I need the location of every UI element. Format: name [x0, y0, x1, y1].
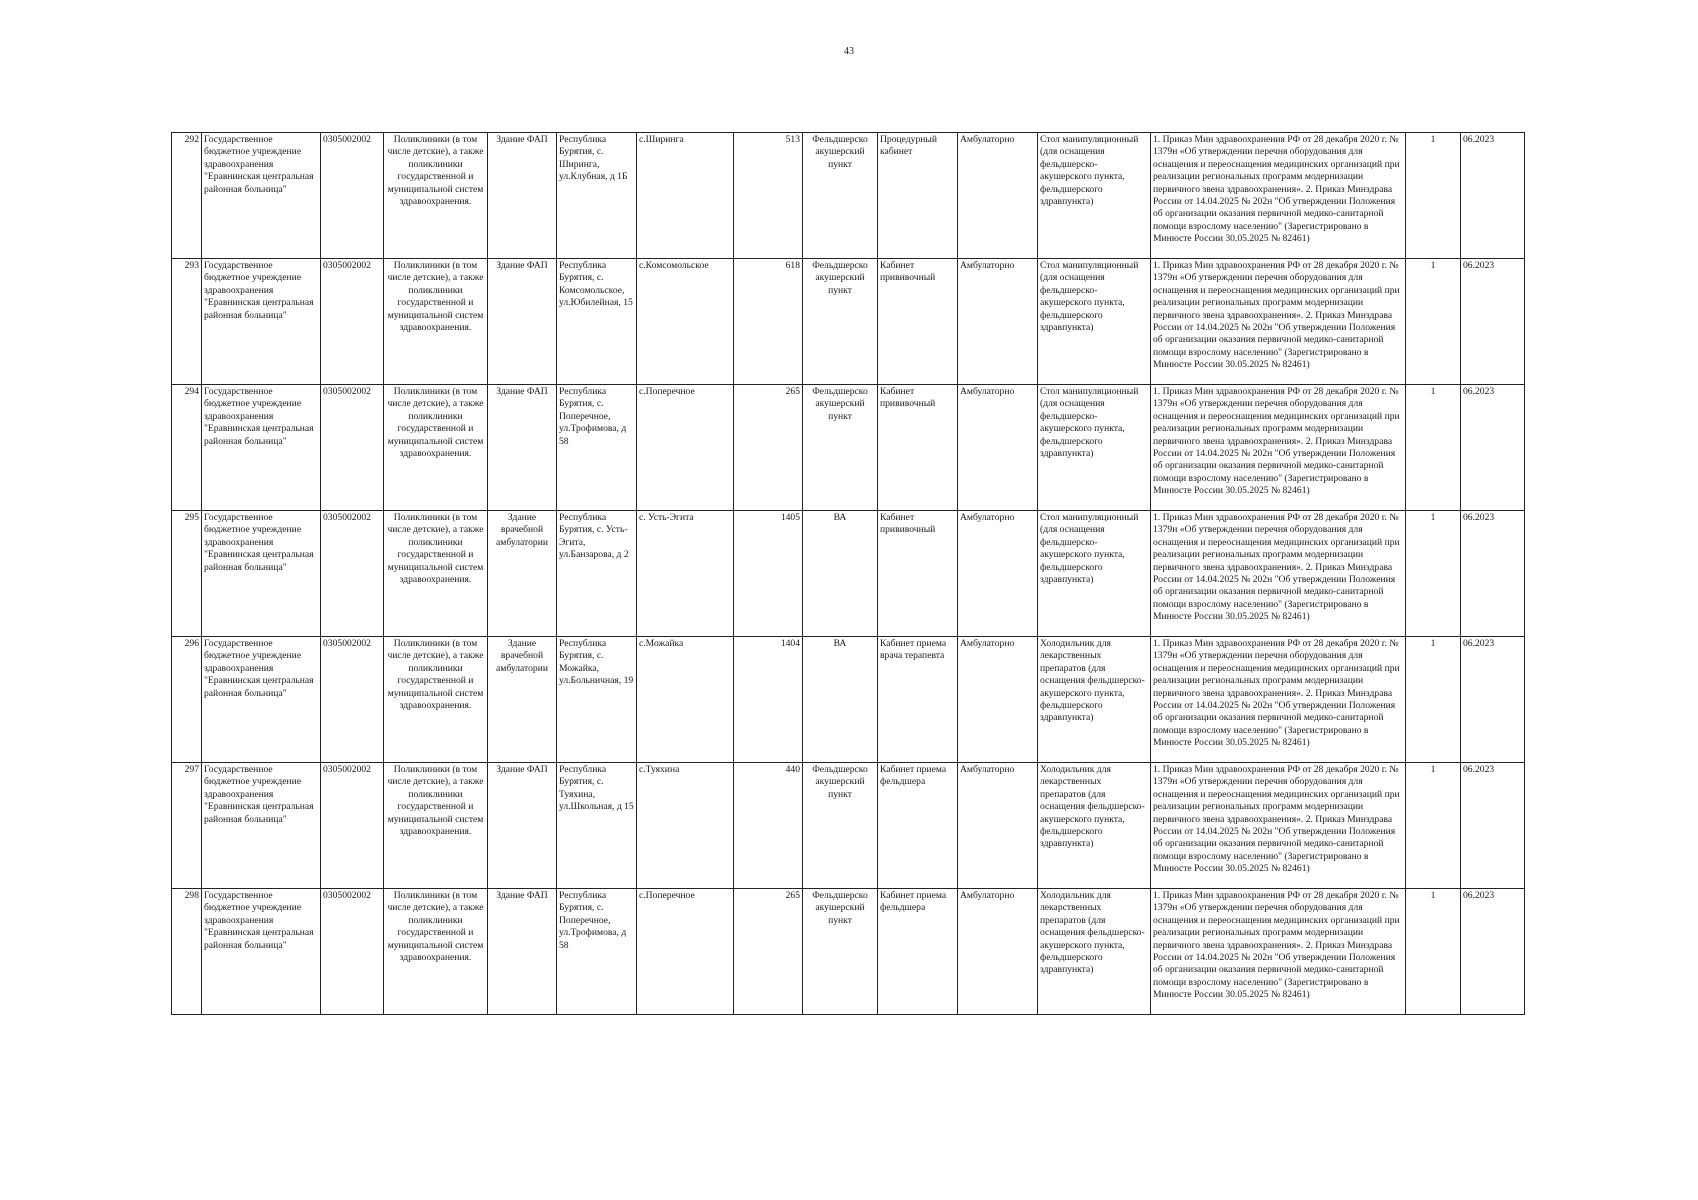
address-cell: Республика Бурятия, с. Поперечное, ул.Трофимова, д 58 [557, 889, 637, 1015]
unit-name-cell: ВА [803, 637, 878, 763]
population-cell: 513 [734, 133, 803, 259]
registry-body [172, 133, 1525, 1015]
table-row [172, 763, 1525, 889]
population-cell: 265 [734, 385, 803, 511]
care-condition-cell: Амбулаторно [958, 259, 1038, 385]
facility-type-cell: Поликлиники (в том числе детские), а также поликлиники государственной и муниципальной систем здравоохранения. [384, 385, 488, 511]
population-cell: 1404 [734, 637, 803, 763]
organization-code-cell: 0305002002 [321, 133, 384, 259]
organization-code-cell: 0305002002 [321, 889, 384, 1015]
delivery-date-cell: 06.2023 [1461, 133, 1525, 259]
table-row [172, 511, 1525, 637]
room-name-cell: Кабинет прививочный [878, 511, 958, 637]
legal-basis-cell: 1. Приказ Мин здравоохранения РФ от 28 декабря 2020 г. № 1379н «Об утверждении перечня оборудования для оснащения и переоснащения медицинских организаций при реализации региональных программ модернизации первичного звена здравоохранения». 2. Приказ Минздрава России от 14.04.2025 № 202н "Об утверждении Положения об организации оказания первичной медико-санитарной помощи взрослому населению" (Зарегистрировано в Минюсте России 30.05.2025 № 82461) [1151, 511, 1406, 637]
address-cell: Республика Бурятия, с. Комсомольское, ул.Юбилейная, 15 [557, 259, 637, 385]
table-row [172, 385, 1525, 511]
building-name-cell: Здание ФАП [488, 889, 557, 1015]
equipment-name-cell: Стол манипуляционный (для оснащения фельдшерско-акушерского пункта, фельдшерского здравпункта) [1038, 259, 1151, 385]
delivery-date-cell: 06.2023 [1461, 763, 1525, 889]
quantity-cell: 1 [1406, 763, 1461, 889]
quantity-cell: 1 [1406, 385, 1461, 511]
quantity-cell: 1 [1406, 259, 1461, 385]
delivery-date-cell: 06.2023 [1461, 637, 1525, 763]
row-number-cell: 298 [172, 889, 202, 1015]
unit-name-cell: Фельдшерско акушерский пункт [803, 133, 878, 259]
legal-basis-cell: 1. Приказ Мин здравоохранения РФ от 28 декабря 2020 г. № 1379н «Об утверждении перечня оборудования для оснащения и переоснащения медицинских организаций при реализации региональных программ модернизации первичного звена здравоохранения». 2. Приказ Минздрава России от 14.04.2025 № 202н "Об утверждении Положения об организации оказания первичной медико-санитарной помощи взрослому населению" (Зарегистрировано в Минюсте России 30.05.2025 № 82461) [1151, 259, 1406, 385]
address-cell: Республика Бурятия, с. Можайка, ул.Больничная, 19 [557, 637, 637, 763]
organization-code-cell: 0305002002 [321, 763, 384, 889]
table-row [172, 133, 1525, 259]
address-cell: Республика Бурятия, с. Ширинга, ул.Клубная, д 1Б [557, 133, 637, 259]
room-name-cell: Кабинет приема фельдшера [878, 889, 958, 1015]
building-name-cell: Здание ФАП [488, 133, 557, 259]
facility-type-cell: Поликлиники (в том числе детские), а также поликлиники государственной и муниципальной систем здравоохранения. [384, 511, 488, 637]
facility-type-cell: Поликлиники (в том числе детские), а также поликлиники государственной и муниципальной систем здравоохранения. [384, 133, 488, 259]
care-condition-cell: Амбулаторно [958, 763, 1038, 889]
room-name-cell: Кабинет приема фельдшера [878, 763, 958, 889]
population-cell: 1405 [734, 511, 803, 637]
equipment-name-cell: Холодильник для лекарственных препаратов (для оснащения фельдшерско-акушерского пункта, фельдшерского здравпункта) [1038, 763, 1151, 889]
building-name-cell: Здание врачебной амбулатории [488, 511, 557, 637]
care-condition-cell: Амбулаторно [958, 511, 1038, 637]
table-row [172, 637, 1525, 763]
equipment-name-cell: Стол манипуляционный (для оснащения фельдшерско-акушерского пункта, фельдшерского здравпункта) [1038, 511, 1151, 637]
delivery-date-cell: 06.2023 [1461, 259, 1525, 385]
building-name-cell: Здание ФАП [488, 763, 557, 889]
table-row [172, 259, 1525, 385]
delivery-date-cell: 06.2023 [1461, 385, 1525, 511]
settlement-cell: с.Поперечное [637, 385, 734, 511]
facility-type-cell: Поликлиники (в том числе детские), а также поликлиники государственной и муниципальной систем здравоохранения. [384, 637, 488, 763]
room-name-cell: Кабинет прививочный [878, 259, 958, 385]
row-number-cell: 292 [172, 133, 202, 259]
equipment-registry-table [171, 132, 1525, 1015]
settlement-cell: с.Ширинга [637, 133, 734, 259]
page-number: 43 [844, 46, 854, 57]
equipment-name-cell: Стол манипуляционный (для оснащения фельдшерско-акушерского пункта, фельдшерского здравпункта) [1038, 385, 1151, 511]
legal-basis-cell: 1. Приказ Мин здравоохранения РФ от 28 декабря 2020 г. № 1379н «Об утверждении перечня оборудования для оснащения и переоснащения медицинских организаций при реализации региональных программ модернизации первичного звена здравоохранения». 2. Приказ Минздрава России от 14.04.2025 № 202н "Об утверждении Положения об организации оказания первичной медико-санитарной помощи взрослому населению" (Зарегистрировано в Минюсте России 30.05.2025 № 82461) [1151, 133, 1406, 259]
quantity-cell: 1 [1406, 889, 1461, 1015]
row-number-cell: 296 [172, 637, 202, 763]
organization-name-cell: Государственное бюджетное учреждение здравоохранения "Еравнинская центральная районная больница" [202, 763, 321, 889]
quantity-cell: 1 [1406, 637, 1461, 763]
address-cell: Республика Бурятия, с. Туяхина, ул.Школьная, д 15 [557, 763, 637, 889]
row-number-cell: 295 [172, 511, 202, 637]
equipment-name-cell: Холодильник для лекарственных препаратов (для оснащения фельдшерско-акушерского пункта, фельдшерского здравпункта) [1038, 889, 1151, 1015]
settlement-cell: с.Комсомольское [637, 259, 734, 385]
settlement-cell: с.Можайка [637, 637, 734, 763]
unit-name-cell: Фельдшерско акушерский пункт [803, 259, 878, 385]
organization-name-cell: Государственное бюджетное учреждение здравоохранения "Еравнинская центральная районная больница" [202, 385, 321, 511]
room-name-cell: Процедурный кабинет [878, 133, 958, 259]
population-cell: 265 [734, 889, 803, 1015]
settlement-cell: с.Поперечное [637, 889, 734, 1015]
building-name-cell: Здание ФАП [488, 259, 557, 385]
quantity-cell: 1 [1406, 133, 1461, 259]
organization-name-cell: Государственное бюджетное учреждение здравоохранения "Еравнинская центральная районная больница" [202, 637, 321, 763]
organization-name-cell: Государственное бюджетное учреждение здравоохранения "Еравнинская центральная районная больница" [202, 889, 321, 1015]
row-number-cell: 297 [172, 763, 202, 889]
equipment-name-cell: Холодильник для лекарственных препаратов (для оснащения фельдшерско-акушерского пункта, фельдшерского здравпункта) [1038, 637, 1151, 763]
care-condition-cell: Амбулаторно [958, 637, 1038, 763]
address-cell: Республика Бурятия, с. Поперечное, ул.Трофимова, д 58 [557, 385, 637, 511]
unit-name-cell: ВА [803, 511, 878, 637]
building-name-cell: Здание врачебной амбулатории [488, 637, 557, 763]
room-name-cell: Кабинет приема врача терапевта [878, 637, 958, 763]
organization-name-cell: Государственное бюджетное учреждение здравоохранения "Еравнинская центральная районная больница" [202, 511, 321, 637]
care-condition-cell: Амбулаторно [958, 385, 1038, 511]
legal-basis-cell: 1. Приказ Мин здравоохранения РФ от 28 декабря 2020 г. № 1379н «Об утверждении перечня оборудования для оснащения и переоснащения медицинских организаций при реализации региональных программ модернизации первичного звена здравоохранения». 2. Приказ Минздрава России от 14.04.2025 № 202н "Об утверждении Положения об организации оказания первичной медико-санитарной помощи взрослому населению" (Зарегистрировано в Минюсте России 30.05.2025 № 82461) [1151, 637, 1406, 763]
facility-type-cell: Поликлиники (в том числе детские), а также поликлиники государственной и муниципальной систем здравоохранения. [384, 259, 488, 385]
legal-basis-cell: 1. Приказ Мин здравоохранения РФ от 28 декабря 2020 г. № 1379н «Об утверждении перечня оборудования для оснащения и переоснащения медицинских организаций при реализации региональных программ модернизации первичного звена здравоохранения». 2. Приказ Минздрава России от 14.04.2025 № 202н "Об утверждении Положения об организации оказания первичной медико-санитарной помощи взрослому населению" (Зарегистрировано в Минюсте России 30.05.2025 № 82461) [1151, 889, 1406, 1015]
table-row [172, 889, 1525, 1015]
facility-type-cell: Поликлиники (в том числе детские), а также поликлиники государственной и муниципальной систем здравоохранения. [384, 763, 488, 889]
population-cell: 440 [734, 763, 803, 889]
building-name-cell: Здание ФАП [488, 385, 557, 511]
unit-name-cell: Фельдшерско акушерский пункт [803, 889, 878, 1015]
population-cell: 618 [734, 259, 803, 385]
quantity-cell: 1 [1406, 511, 1461, 637]
facility-type-cell: Поликлиники (в том числе детские), а также поликлиники государственной и муниципальной систем здравоохранения. [384, 889, 488, 1015]
settlement-cell: с. Усть-Эгита [637, 511, 734, 637]
settlement-cell: с.Туяхина [637, 763, 734, 889]
care-condition-cell: Амбулаторно [958, 133, 1038, 259]
organization-code-cell: 0305002002 [321, 637, 384, 763]
organization-code-cell: 0305002002 [321, 385, 384, 511]
row-number-cell: 293 [172, 259, 202, 385]
delivery-date-cell: 06.2023 [1461, 511, 1525, 637]
equipment-name-cell: Стол манипуляционный (для оснащения фельдшерско-акушерского пункта, фельдшерского здравпункта) [1038, 133, 1151, 259]
row-number-cell: 294 [172, 385, 202, 511]
organization-name-cell: Государственное бюджетное учреждение здравоохранения "Еравнинская центральная районная больница" [202, 259, 321, 385]
organization-name-cell: Государственное бюджетное учреждение здравоохранения "Еравнинская центральная районная больница" [202, 133, 321, 259]
care-condition-cell: Амбулаторно [958, 889, 1038, 1015]
organization-code-cell: 0305002002 [321, 259, 384, 385]
address-cell: Республика Бурятия, с. Усть-Эгита, ул.Банзарова, д 2 [557, 511, 637, 637]
organization-code-cell: 0305002002 [321, 511, 384, 637]
unit-name-cell: Фельдшерско акушерский пункт [803, 385, 878, 511]
delivery-date-cell: 06.2023 [1461, 889, 1525, 1015]
legal-basis-cell: 1. Приказ Мин здравоохранения РФ от 28 декабря 2020 г. № 1379н «Об утверждении перечня оборудования для оснащения и переоснащения медицинских организаций при реализации региональных программ модернизации первичного звена здравоохранения». 2. Приказ Минздрава России от 14.04.2025 № 202н "Об утверждении Положения об организации оказания первичной медико-санитарной помощи взрослому населению" (Зарегистрировано в Минюсте России 30.05.2025 № 82461) [1151, 763, 1406, 889]
legal-basis-cell: 1. Приказ Мин здравоохранения РФ от 28 декабря 2020 г. № 1379н «Об утверждении перечня оборудования для оснащения и переоснащения медицинских организаций при реализации региональных программ модернизации первичного звена здравоохранения». 2. Приказ Минздрава России от 14.04.2025 № 202н "Об утверждении Положения об организации оказания первичной медико-санитарной помощи взрослому населению" (Зарегистрировано в Минюсте России 30.05.2025 № 82461) [1151, 385, 1406, 511]
unit-name-cell: Фельдшерско акушерский пункт [803, 763, 878, 889]
room-name-cell: Кабинет прививочный [878, 385, 958, 511]
